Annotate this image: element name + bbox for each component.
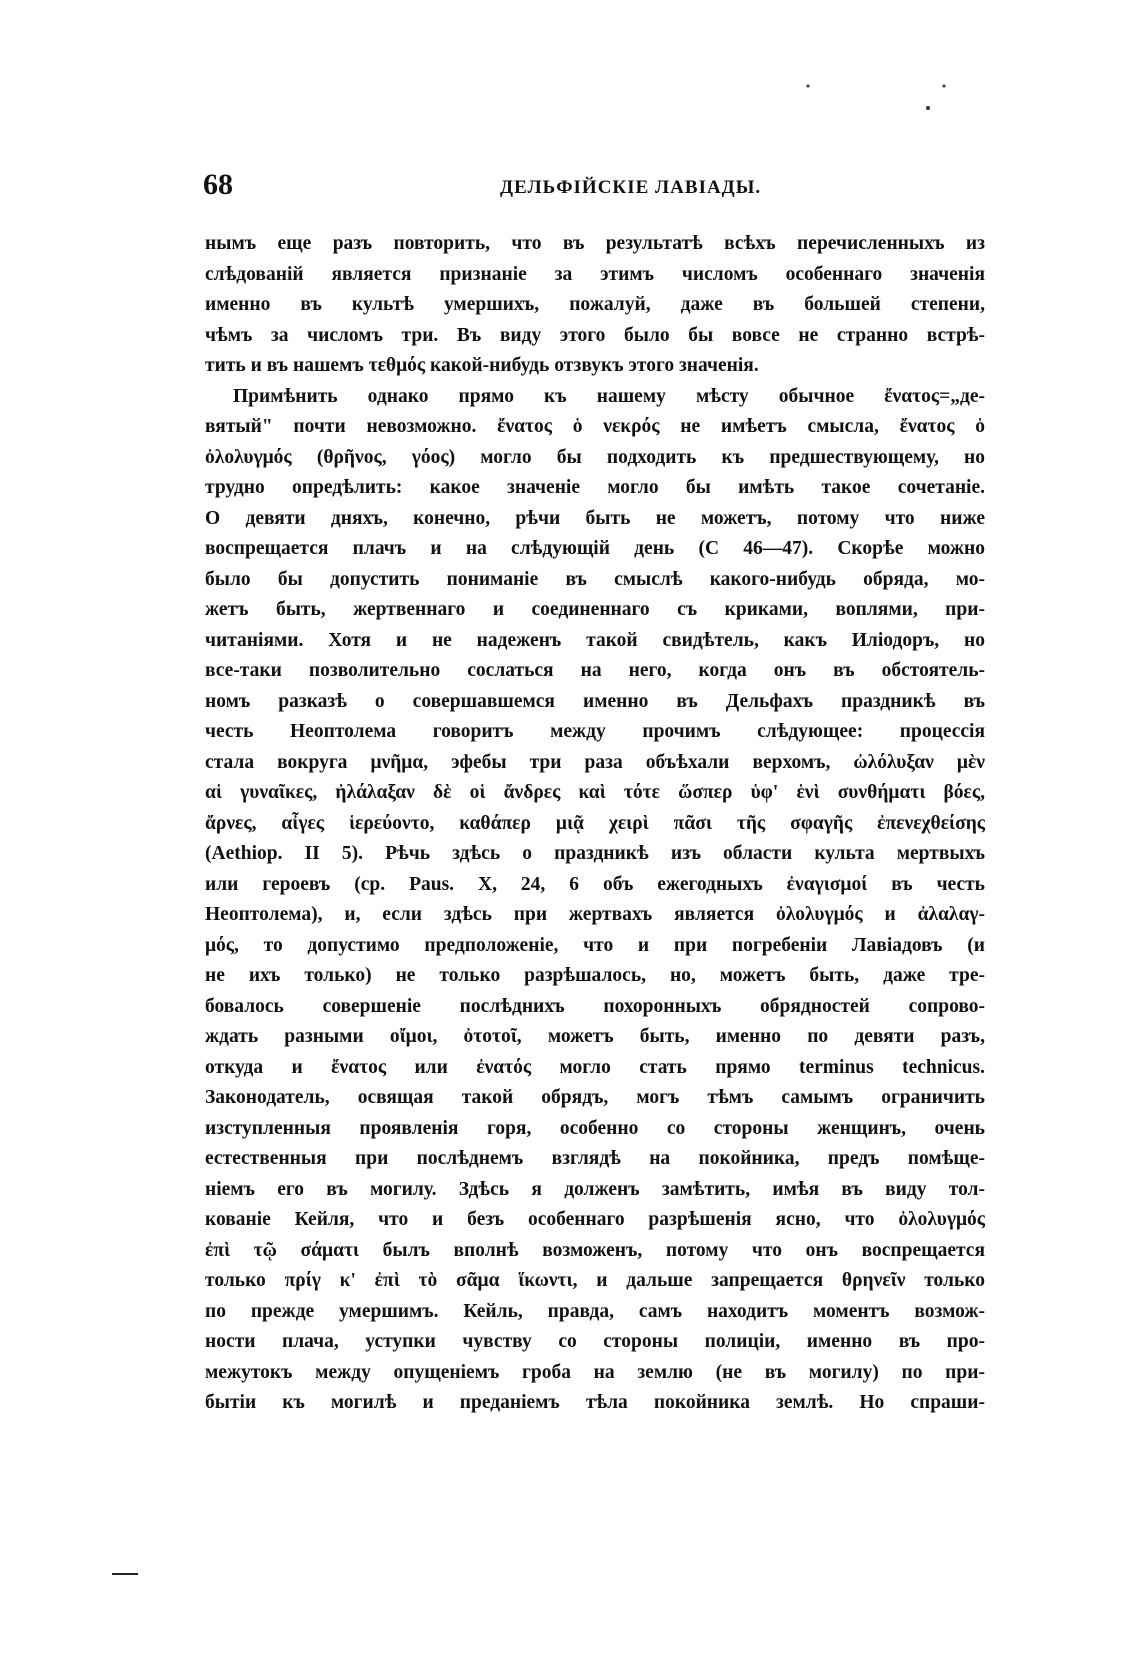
text-line: не ихъ только) не только разрѣшалось, но, можетъ быть, даже тре- (205, 965, 985, 986)
running-title: ДЕЛЬФІЙСКІЕ ЛАВІАДЫ. (500, 177, 762, 198)
text-line: ждать разными οἴμοι, ὀτοτοῖ, можетъ быть, именно по девяти разъ, (205, 1026, 985, 1047)
text-line: межутокъ между опущеніемъ гроба на землю (не въ могилу) по при- (205, 1361, 985, 1383)
page-number: 68 (203, 168, 233, 201)
text-line: (Aethiop. II 5). Рѣчь здѣсь о праздникѣ изъ области культа мертвыхъ (205, 843, 985, 864)
text-line: ὀλολυγμός (θρῆνος, γόος) могло бы подходить къ предшествующему, но (205, 446, 985, 468)
text-line: изступленныя проявленія горя, особенно со стороны женщинъ, очень (205, 1117, 985, 1139)
text-line: честь Неоптолема говоритъ между прочимъ слѣдующее: процессія (205, 721, 985, 742)
text-line: было бы допустить пониманіе въ смыслѣ какого-нибудь обряда, мо- (205, 568, 985, 590)
text-line: ніемъ его въ могилу. Здѣсь я долженъ замѣтить, имѣя въ виду тол- (205, 1178, 985, 1200)
text-line: именно въ культѣ умершихъ, пожалуй, даже въ большей степени, (205, 294, 985, 315)
text-line: или героевъ (ср. Paus. X, 24, 6 объ ежегодныхъ ἐναγισμοί въ честь (205, 873, 985, 895)
text-line: бовалось совершеніе послѣднихъ похоронныхъ обрядностей сопрово- (205, 995, 985, 1017)
text-line: кованіе Кейля, что и безъ особеннаго разрѣшенія ясно, что ὀλολυγμός (205, 1209, 985, 1230)
text-line: нымъ еще разъ повторить, что въ результатѣ всѣхъ перечисленныхъ из (205, 233, 985, 254)
text-line: μός, то допустимо предположеніе, что и при погребеніи Лавіадовъ (и (205, 934, 985, 956)
text-line: чѣмъ за числомъ три. Въ виду этого было бы вовсе не странно встрѣ- (205, 324, 985, 346)
text-line: ἐπὶ τῷ σάματι былъ вполнѣ возможенъ, потому что онъ воспрещается (205, 1239, 985, 1261)
text-line: все-таки позволительно сослаться на него, когда онъ въ обстоятель- (205, 660, 985, 681)
text-line: ἄρνες, αἶγες ἱερεύοντο, καθάπερ μιᾷ χειρὶ πᾶσι τῆς σφαγῆς ἐπενεχθείσης (205, 812, 985, 834)
text-line: откуда и ἔνατος или ἐνατός могло стать прямо terminus technicus. (205, 1056, 985, 1078)
text-line: αἱ γυναῖκες, ἠλάλαξαν δὲ οἱ ἄνδρες καὶ τότε ὥσπερ ὑφ' ἑνὶ συνθήματι βόες, (205, 782, 985, 803)
text-line: по прежде умершимъ. Кейль, правда, самъ находитъ моментъ возмож- (205, 1300, 985, 1322)
text-line: Неоптолема), и, если здѣсь при жертвахъ является ὀλολυγμός и ἀλαλαγ- (205, 904, 985, 925)
text-line: О девяти дняхъ, конечно, рѣчи быть не можетъ, потому что ниже (205, 507, 985, 529)
text-line: Примѣнить однако прямо къ нашему мѣсту обычное ἔνατος=„де- (233, 385, 985, 407)
text-line: Законодатель, освящая такой обрядъ, могъ тѣмъ самымъ ограничить (205, 1087, 985, 1108)
text-line: ности плача, уступки чувству со стороны полиціи, именно въ про- (205, 1331, 985, 1352)
text-line: только πρίγ κ' ἐπὶ τὸ σᾶμα ἵκωντι, и дальше запрещается θρηνεῖν только (205, 1270, 985, 1291)
text-line: слѣдованій является признаніе за этимъ числомъ особеннаго значенія (205, 263, 985, 285)
text-line: жетъ быть, жертвеннаго и соединеннаго съ криками, воплями, при- (205, 599, 985, 620)
text-line: номъ разказѣ о совершавшемся именно въ Дельфахъ праздникѣ въ (205, 690, 985, 712)
body-text (205, 229, 985, 1419)
text-line: вятый" почти невозможно. ἔνατος ὁ νεκρός не имѣетъ смысла, ἔνατος ὁ (205, 416, 985, 437)
text-line: воспрещается плачъ и на слѣдующій день (С 46—47). Скорѣе можно (205, 538, 985, 559)
dust-speck (943, 85, 946, 88)
text-line: бытіи къ могилѣ и преданіемъ тѣла покойника землѣ. Но спраши- (205, 1392, 985, 1413)
dust-speck (807, 85, 810, 88)
text-line: тить и въ нашемъ τεθμός какой-нибудь отзвукъ этого значенія. (205, 355, 759, 376)
dust-speck (926, 106, 930, 110)
text-line: стала вокруга μνῆμα, эфебы три раза объѣхали верхомъ, ὠλόλυξαν μὲν (205, 751, 985, 773)
text-line: естественныя при послѣднемъ взглядѣ на покойника, предъ помѣще- (205, 1148, 985, 1169)
text-line: читаніями. Хотя и не надеженъ такой свидѣтель, какъ Иліодоръ, но (205, 629, 985, 651)
text-line: трудно опредѣлить: какое значеніе могло бы имѣть такое сочетаніе. (205, 477, 985, 498)
